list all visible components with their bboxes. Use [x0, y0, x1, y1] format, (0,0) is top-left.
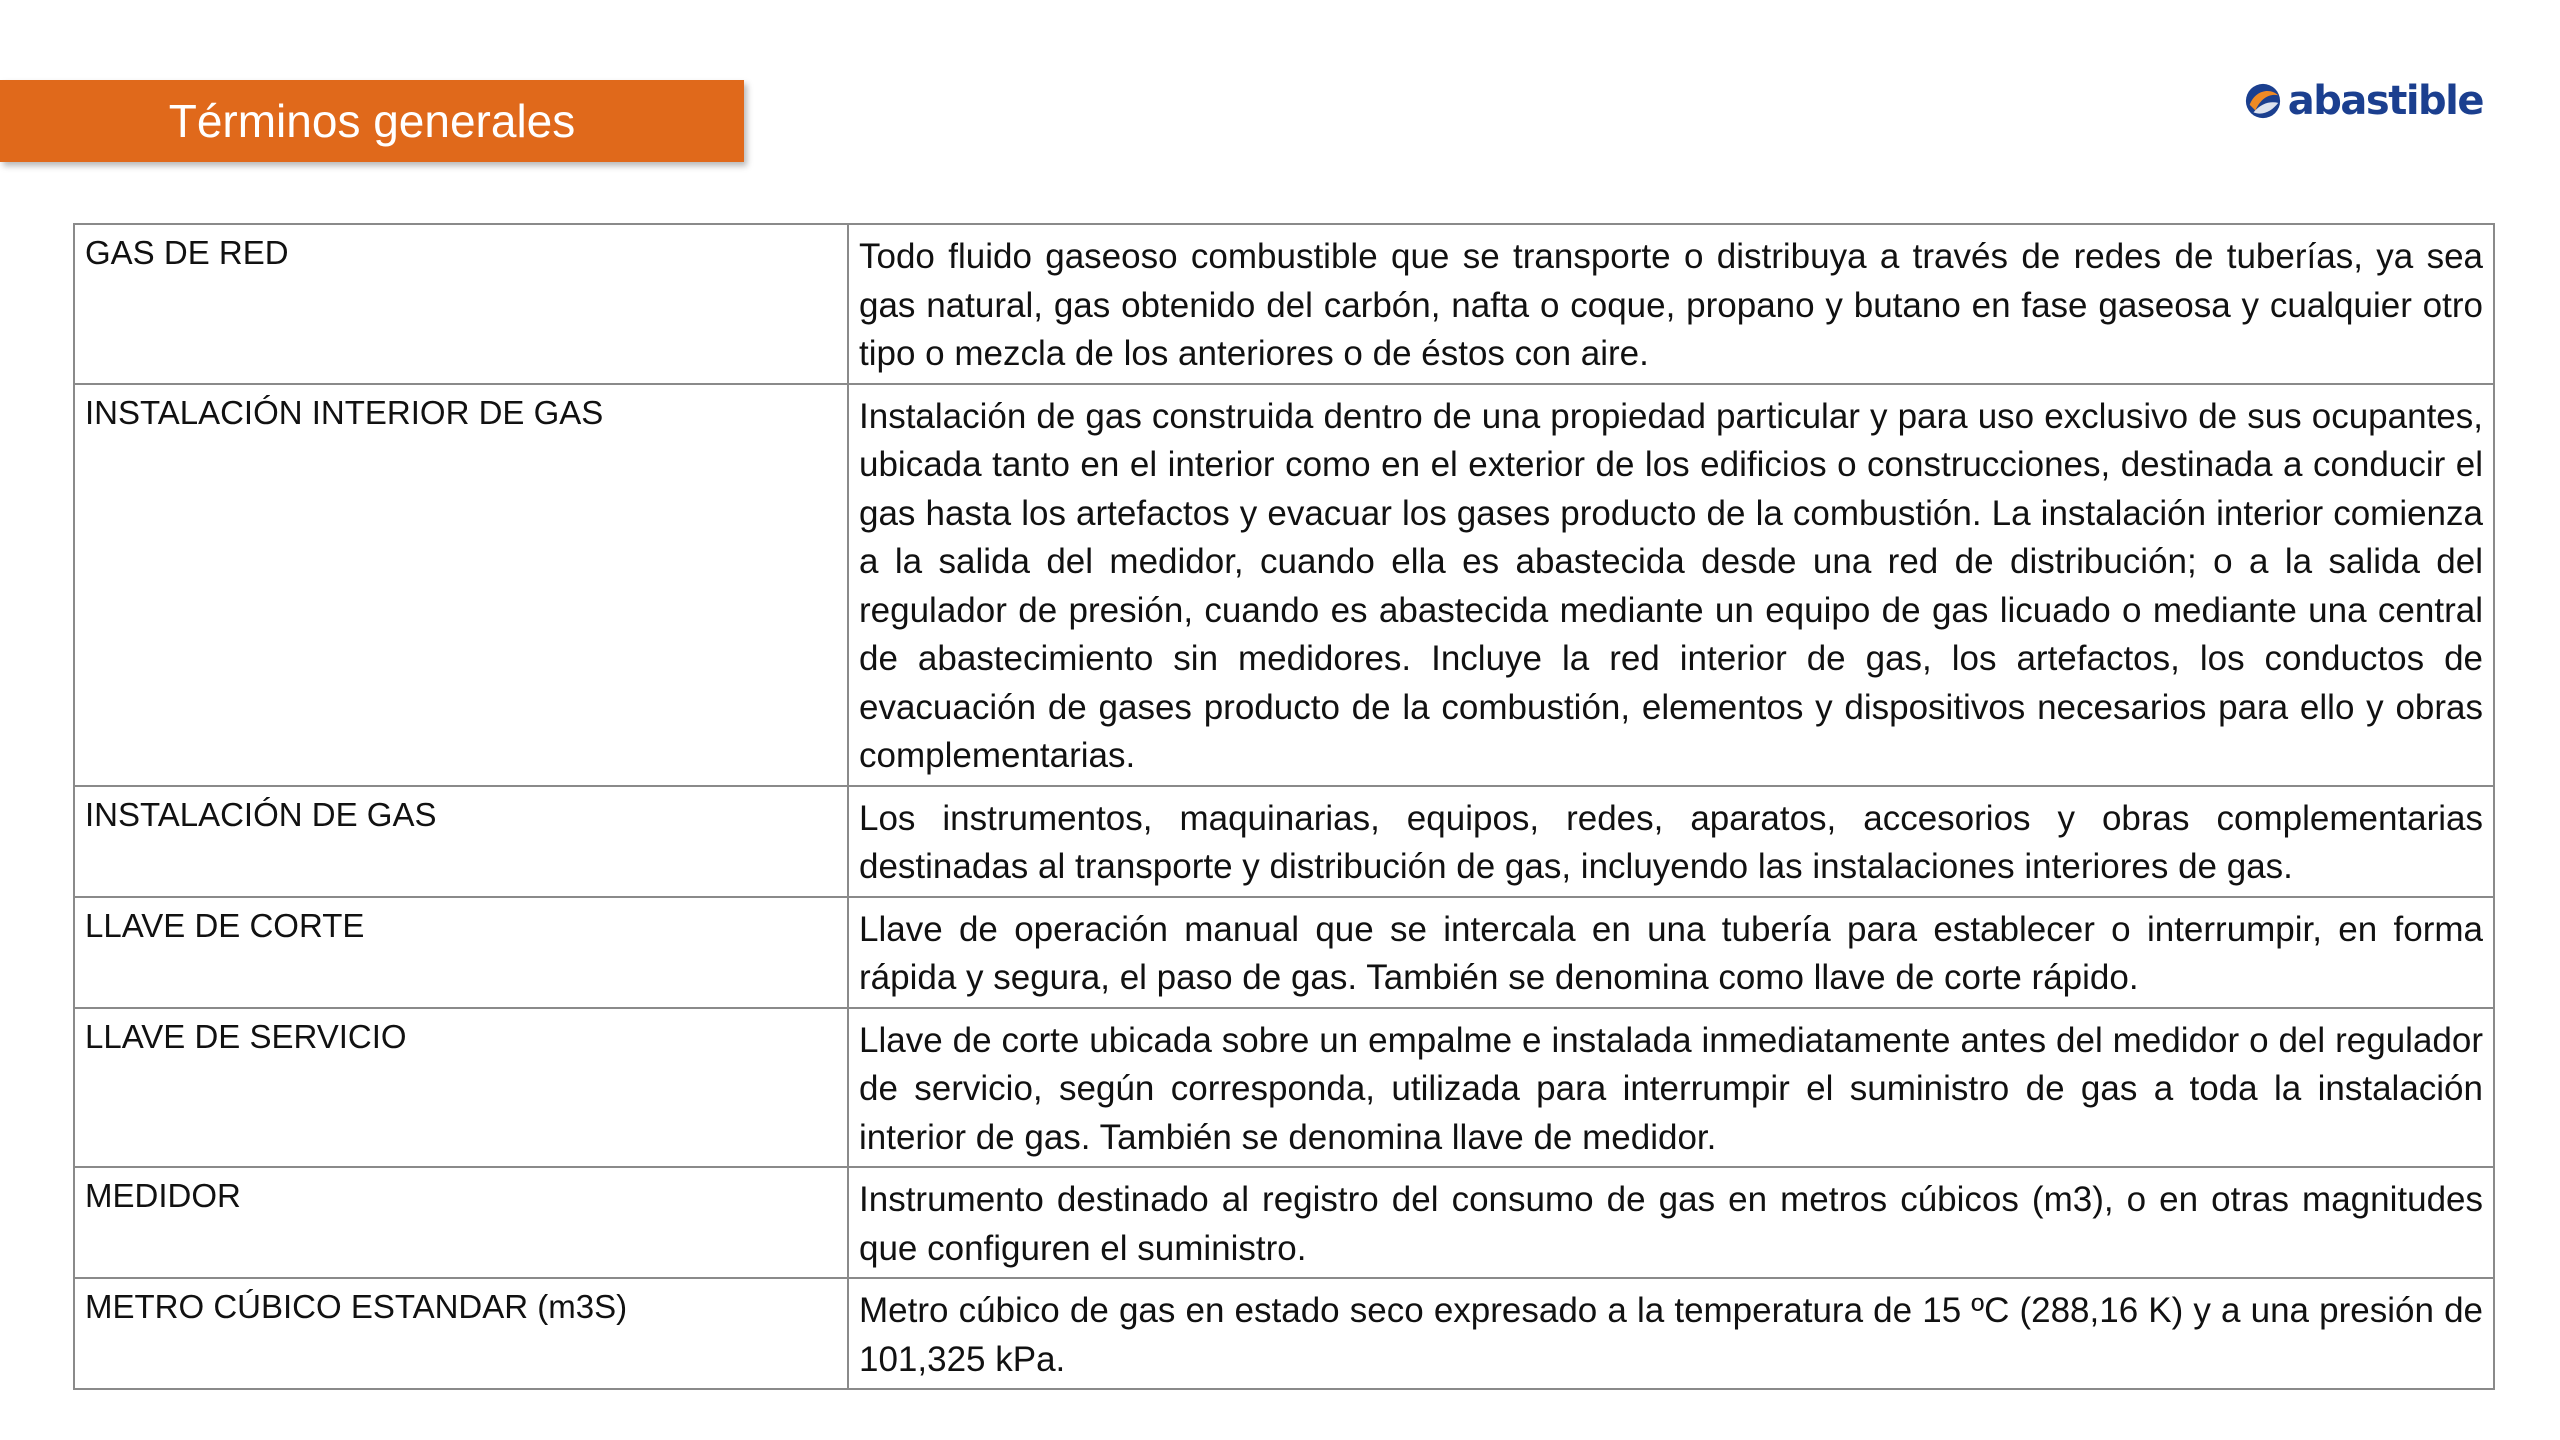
definition-cell: Metro cúbico de gas en estado seco expresado a la temperatura de 15 ºC (288,16 K) y a una presión de 101,325 kPa. [848, 1278, 2494, 1389]
definition-cell: Todo fluido gaseoso combustible que se transporte o distribuya a través de redes de tuberías, ya sea gas natural, gas obtenido del carbón, nafta o coque, propano y butano en fase gaseosa y cualquier otro tipo o mezcla de los anteriores o de éstos con aire. [848, 224, 2494, 384]
term-cell: METRO CÚBICO ESTANDAR (m3S) [74, 1278, 848, 1389]
term-cell: MEDIDOR [74, 1167, 848, 1278]
page-title: Términos generales [168, 95, 576, 147]
terms-table [73, 223, 2495, 1390]
term-cell: LLAVE DE CORTE [74, 897, 848, 1008]
brand-logo [2244, 78, 2483, 124]
table-row [74, 384, 2494, 786]
table-row [74, 786, 2494, 897]
term-cell: INSTALACIÓN DE GAS [74, 786, 848, 897]
term-cell: INSTALACIÓN INTERIOR DE GAS [74, 384, 848, 786]
definition-cell: Llave de operación manual que se intercala en una tubería para establecer o interrumpir, en forma rápida y segura, el paso de gas. También se denomina como llave de corte rápido. [848, 897, 2494, 1008]
table-row [74, 897, 2494, 1008]
abastible-logo-icon [2244, 82, 2282, 120]
table-row [74, 1167, 2494, 1278]
definition-cell: Instrumento destinado al registro del consumo de gas en metros cúbicos (m3), o en otras magnitudes que configuren el suministro. [848, 1167, 2494, 1278]
table-row [74, 1008, 2494, 1168]
title-banner [0, 80, 744, 162]
table-row [74, 224, 2494, 384]
term-cell: GAS DE RED [74, 224, 848, 384]
definition-cell: Los instrumentos, maquinarias, equipos, redes, aparatos, accesorios y obras complementarias destinadas al transporte y distribución de gas, incluyendo las instalaciones interiores de gas. [848, 786, 2494, 897]
definition-cell: Llave de corte ubicada sobre un empalme e instalada inmediatamente antes del medidor o del regulador de servicio, según corresponda, utilizada para interrumpir el suministro de gas a toda la instalación interior de gas. También se denomina llave de medidor. [848, 1008, 2494, 1168]
brand-name: abastible [2287, 78, 2483, 124]
definition-cell: Instalación de gas construida dentro de una propiedad particular y para uso exclusivo de sus ocupantes, ubicada tanto en el interior como en el exterior de los edificios o construcciones, destinada a conducir el gas hasta los artefactos y evacuar los gases producto de la combustión. La instalación interior comienza a la salida del medidor, cuando ella es abastecida desde una red de distribución; o a la salida del regulador de presión, cuando es abastecida mediante un equipo de gas licuado o mediante una central de abastecimiento sin medidores. Incluye la red interior de gas, los artefactos, los conductos de evacuación de gases producto de la combustión, elementos y dispositivos necesarios para ello y obras complementarias. [848, 384, 2494, 786]
term-cell: LLAVE DE SERVICIO [74, 1008, 848, 1168]
table-row [74, 1278, 2494, 1389]
